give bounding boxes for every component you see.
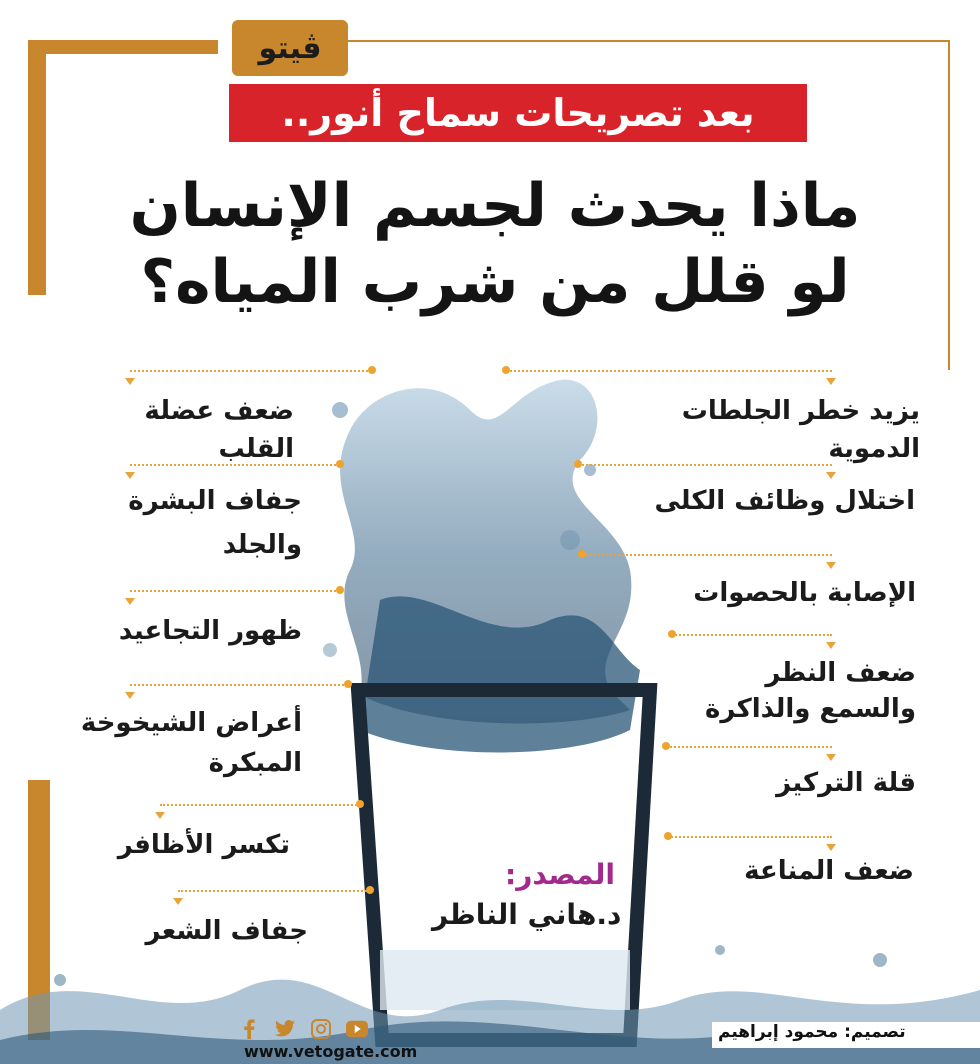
effect-vision-line1: ضعف النظر — [765, 658, 916, 688]
effect-focus: قلة التركيز — [776, 768, 916, 798]
connector-dot — [366, 886, 374, 894]
connector-dot — [668, 630, 676, 638]
designer-credit: تصميم: محمود إبراهيم — [718, 1022, 906, 1042]
headline-line-2: لو قلل من شرب المياه؟ — [140, 247, 850, 317]
frame-left-bar — [28, 40, 46, 295]
connector-dot — [368, 366, 376, 374]
instagram-icon[interactable] — [310, 1018, 332, 1040]
effect-nails: تكسر الأظافر — [117, 830, 290, 860]
frame-top-line — [340, 40, 950, 42]
headline — [100, 168, 890, 320]
subtitle-text: بعد تصريحات سماح أنور.. — [281, 91, 755, 135]
connector-dot — [344, 680, 352, 688]
connector-line — [668, 836, 832, 838]
effect-immunity: ضعف المناعة — [744, 856, 914, 886]
logo-text: ڤيتو — [258, 30, 322, 66]
connector-line — [506, 370, 832, 372]
connector-line — [160, 804, 360, 806]
source-label: المصدر: — [505, 858, 615, 891]
frame-right-line — [948, 40, 950, 370]
connector-dot — [578, 550, 586, 558]
connector-dot — [662, 742, 670, 750]
connector-line — [178, 890, 370, 892]
connector-arrow — [826, 754, 836, 761]
connector-arrow — [173, 898, 183, 905]
connector-arrow — [826, 562, 836, 569]
connector-arrow — [125, 692, 135, 699]
connector-dot — [574, 460, 582, 468]
effect-heart: ضعف عضلة القلب — [144, 396, 294, 464]
veto-logo — [232, 20, 348, 76]
effect-hair: جفاف الشعر — [145, 916, 308, 946]
source-name: د.هاني الناظر — [432, 898, 622, 931]
connector-arrow — [125, 378, 135, 385]
connector-dot — [502, 366, 510, 374]
connector-line — [130, 684, 348, 686]
facebook-icon[interactable] — [238, 1018, 260, 1040]
connector-line — [130, 464, 340, 466]
frame-top-bar — [28, 40, 218, 54]
effect-aging-line1: أعراض الشيخوخة — [80, 708, 302, 738]
headline-line-1: ماذا يحدث لجسم الإنسان — [129, 171, 861, 241]
connector-arrow — [125, 472, 135, 479]
effect-aging-line2: المبكرة — [208, 748, 302, 778]
effect-skin-line2: والجلد — [222, 530, 302, 560]
connector-line — [130, 370, 372, 372]
effect-vision-line2: والسمع والذاكرة — [705, 694, 916, 724]
connector-arrow — [826, 472, 836, 479]
youtube-icon[interactable] — [346, 1018, 368, 1040]
connector-arrow — [826, 844, 836, 851]
twitter-icon[interactable] — [274, 1018, 296, 1040]
connector-line — [130, 590, 340, 592]
effect-skin-line1: جفاف البشرة — [128, 486, 302, 516]
connector-arrow — [826, 378, 836, 385]
effect-wrinkles: ظهور التجاعيد — [118, 616, 302, 646]
connector-line — [578, 464, 832, 466]
connector-line — [582, 554, 832, 556]
connector-dot — [336, 586, 344, 594]
effect-stones: الإصابة بالحصوات — [693, 578, 916, 608]
subtitle-banner — [229, 84, 807, 142]
connector-dot — [336, 460, 344, 468]
connector-arrow — [826, 642, 836, 649]
effect-blood-clots: يزيد خطر الجلطات الدموية — [681, 396, 920, 464]
effect-kidney: اختلال وظائف الكلى — [654, 486, 915, 516]
social-icons — [238, 1018, 368, 1040]
connector-line — [672, 634, 832, 636]
connector-dot — [664, 832, 672, 840]
connector-arrow — [125, 598, 135, 605]
website-url: www.vetogate.com — [244, 1042, 418, 1061]
connector-line — [666, 746, 832, 748]
connector-arrow — [155, 812, 165, 819]
connector-dot — [356, 800, 364, 808]
